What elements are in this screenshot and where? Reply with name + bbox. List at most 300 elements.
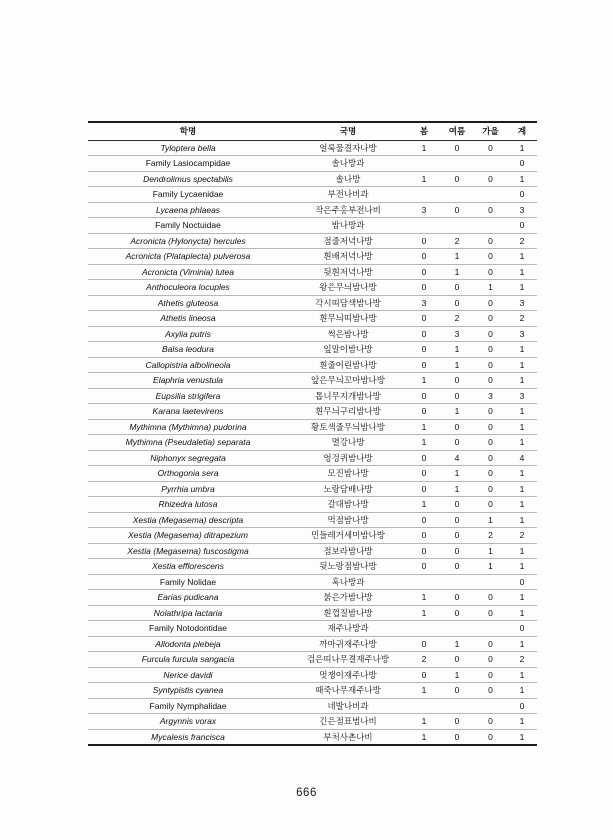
korean-name-cell	[288, 156, 408, 172]
korean-name-text: 엉겅퀴밤나방	[323, 452, 373, 463]
korean-name-text: 노랑담배나방	[323, 483, 373, 494]
fall-count-cell: 0	[474, 652, 507, 668]
korean-name-text: 까마귀재주나방	[319, 638, 377, 649]
scientific-name-cell: Family Nymphalidae	[88, 698, 288, 714]
total-count-cell: 1	[507, 667, 537, 683]
korean-name-cell	[288, 218, 408, 234]
family-row	[88, 156, 537, 172]
col-header-spring: 봄	[408, 122, 440, 140]
korean-name-text: 멸강나방	[331, 437, 365, 447]
korean-name-cell	[288, 280, 408, 296]
scientific-name-cell: Karana laetevirens	[88, 404, 288, 420]
species-row	[88, 543, 537, 559]
species-row	[88, 140, 537, 156]
scientific-name-cell: Eupsilia strigifera	[88, 388, 288, 404]
family-row	[88, 621, 537, 637]
fall-count-cell	[474, 218, 507, 234]
species-row	[88, 233, 537, 249]
fall-count-cell: 2	[474, 528, 507, 544]
spring-count-cell	[408, 621, 440, 637]
fall-count-cell: 0	[474, 140, 507, 156]
korean-name-text: 황토색줄무늬밤나방	[311, 421, 385, 432]
spring-count-cell: 0	[408, 233, 440, 249]
species-row	[88, 636, 537, 652]
korean-name-text: 뒷흰저녁나방	[323, 266, 373, 277]
korean-name-text: 밤나방과	[331, 220, 365, 230]
spring-count-cell: 1	[408, 714, 440, 730]
species-row	[88, 404, 537, 420]
spring-count-cell	[408, 698, 440, 714]
scientific-name-cell: Family Nolidae	[88, 574, 288, 590]
scientific-name-cell: Nolathripa lactaria	[88, 605, 288, 621]
spring-count-cell: 1	[408, 171, 440, 187]
species-row	[88, 326, 537, 342]
spring-count-cell: 0	[408, 249, 440, 265]
korean-name-cell	[288, 559, 408, 575]
korean-name-cell	[288, 714, 408, 730]
summer-count-cell: 0	[440, 419, 474, 435]
species-row	[88, 729, 537, 745]
fall-count-cell: 0	[474, 249, 507, 265]
fall-count-cell: 0	[474, 667, 507, 683]
total-count-cell: 1	[507, 714, 537, 730]
summer-count-cell	[440, 621, 474, 637]
spring-count-cell: 1	[408, 683, 440, 699]
species-row	[88, 280, 537, 296]
summer-count-cell: 0	[440, 683, 474, 699]
total-count-cell: 1	[507, 605, 537, 621]
species-row	[88, 683, 537, 699]
scientific-name-cell: Anthoculeora locuples	[88, 280, 288, 296]
korean-name-cell	[288, 636, 408, 652]
species-row	[88, 590, 537, 606]
korean-name-cell	[288, 388, 408, 404]
summer-count-cell: 2	[440, 233, 474, 249]
total-count-cell: 1	[507, 636, 537, 652]
fall-count-cell: 0	[474, 311, 507, 327]
total-count-cell: 3	[507, 202, 537, 218]
korean-name-text: 부전나비과	[327, 189, 369, 199]
spring-count-cell: 1	[408, 605, 440, 621]
spring-count-cell: 0	[408, 450, 440, 466]
spring-count-cell: 1	[408, 373, 440, 389]
korean-name-cell	[288, 419, 408, 435]
summer-count-cell: 0	[440, 373, 474, 389]
total-count-cell: 2	[507, 528, 537, 544]
summer-count-cell: 1	[440, 636, 474, 652]
summer-count-cell: 0	[440, 435, 474, 451]
korean-name-cell	[288, 140, 408, 156]
korean-name-cell	[288, 698, 408, 714]
spring-count-cell: 3	[408, 202, 440, 218]
korean-name-cell	[288, 590, 408, 606]
total-count-cell: 1	[507, 140, 537, 156]
korean-name-cell	[288, 667, 408, 683]
scientific-name-cell: Mycalesis francisca	[151, 731, 225, 742]
scientific-name-cell: Xestia (Megasema) descripta	[88, 512, 288, 528]
korean-name-cell	[288, 466, 408, 482]
total-count-cell: 1	[507, 280, 537, 296]
family-row	[88, 574, 537, 590]
korean-name-text: 갈대밤나방	[327, 499, 369, 509]
scientific-name-cell: Rhizedra lutosa	[88, 497, 288, 513]
korean-name-text: 왕은무늬밤나방	[319, 282, 377, 292]
total-count-cell: 1	[507, 481, 537, 497]
scientific-name-cell: Allodonta plebeja	[88, 636, 288, 652]
summer-count-cell	[440, 156, 474, 172]
fall-count-cell	[474, 621, 507, 637]
korean-name-cell	[288, 187, 408, 203]
spring-count-cell: 0	[408, 388, 440, 404]
scientific-name-cell: Dendrolimus spectabilis	[88, 171, 288, 187]
scientific-name-cell: Xestia (Megasema) fuscostigma	[88, 543, 288, 559]
fall-count-cell: 1	[474, 543, 507, 559]
korean-name-cell	[288, 373, 408, 389]
total-count-cell: 0	[507, 187, 537, 203]
summer-count-cell: 1	[440, 357, 474, 373]
scientific-name-cell: Tyloptera bella	[88, 140, 288, 156]
spring-count-cell: 0	[408, 667, 440, 683]
fall-count-cell: 0	[474, 264, 507, 280]
species-row	[88, 605, 537, 621]
summer-count-cell: 1	[440, 249, 474, 265]
fall-count-cell: 1	[474, 512, 507, 528]
korean-name-text: 네발나비과	[327, 700, 369, 711]
scientific-name-cell: Furcula furcula sangacia	[88, 652, 288, 668]
summer-count-cell: 0	[440, 140, 474, 156]
korean-name-text: 붉은가밤나방	[323, 592, 373, 602]
spring-count-cell: 2	[408, 652, 440, 668]
korean-name-text: 작은주홍부전나비	[315, 204, 381, 215]
korean-name-cell	[288, 729, 408, 745]
spring-count-cell: 0	[408, 311, 440, 327]
korean-name-cell	[288, 202, 408, 218]
total-count-cell: 1	[507, 590, 537, 606]
korean-name-cell	[288, 233, 408, 249]
scientific-name-cell: Athetis lineosa	[88, 311, 288, 327]
spring-count-cell: 0	[408, 357, 440, 373]
korean-name-text: 뒷노랑점밤나방	[319, 561, 377, 571]
species-survey-table	[88, 121, 537, 746]
spring-count-cell: 1	[408, 140, 440, 156]
scientific-name-cell: Mythimna (Mythimna) pudorina	[88, 419, 288, 435]
summer-count-cell: 0	[440, 512, 474, 528]
total-count-cell: 0	[507, 156, 537, 172]
summer-count-cell	[440, 187, 474, 203]
col-header-summer: 여름	[440, 122, 474, 140]
summer-count-cell: 1	[440, 264, 474, 280]
summer-count-cell: 2	[440, 311, 474, 327]
fall-count-cell: 0	[474, 683, 507, 699]
summer-count-cell	[440, 574, 474, 590]
summer-count-cell: 0	[440, 202, 474, 218]
scientific-name-cell: Balsa leodura	[88, 342, 288, 358]
species-row	[88, 419, 537, 435]
korean-name-cell	[288, 621, 408, 637]
total-count-cell: 0	[507, 574, 537, 590]
species-row	[88, 171, 537, 187]
korean-name-cell	[288, 295, 408, 311]
table-header-row	[88, 122, 537, 140]
korean-name-cell	[288, 249, 408, 265]
spring-count-cell: 0	[408, 342, 440, 358]
total-count-cell: 1	[507, 559, 537, 575]
scientific-name-cell: Elaphria venustula	[88, 373, 288, 389]
table-body	[88, 140, 537, 745]
spring-count-cell	[408, 156, 440, 172]
fall-count-cell: 0	[474, 419, 507, 435]
scientific-name-cell: Argynnis vorax	[88, 714, 288, 730]
species-row	[88, 667, 537, 683]
family-row	[88, 698, 537, 714]
col-header-total: 계	[507, 122, 537, 140]
korean-name-cell	[288, 264, 408, 280]
korean-name-text: 솔나방	[335, 173, 361, 184]
summer-count-cell: 0	[440, 295, 474, 311]
total-count-cell: 2	[507, 233, 537, 249]
summer-count-cell: 0	[440, 497, 474, 513]
col-header-korean-name: 국명	[288, 122, 408, 140]
total-count-cell: 1	[507, 404, 537, 420]
korean-name-text: 점보라밤나방	[323, 545, 373, 556]
total-count-cell: 1	[507, 419, 537, 435]
spring-count-cell	[408, 187, 440, 203]
family-row	[88, 218, 537, 234]
species-row	[88, 450, 537, 466]
species-row	[88, 497, 537, 513]
total-count-cell: 2	[507, 652, 537, 668]
spring-count-cell: 0	[408, 512, 440, 528]
scientific-name-cell: Pyrrhia umbra	[88, 481, 288, 497]
total-count-cell: 3	[507, 388, 537, 404]
summer-count-cell: 1	[440, 466, 474, 482]
summer-count-cell	[440, 698, 474, 714]
korean-name-text: 검은띠나무결재주나방	[306, 654, 390, 665]
spring-count-cell: 0	[408, 264, 440, 280]
summer-count-cell: 1	[440, 404, 474, 420]
species-row	[88, 512, 537, 528]
fall-count-cell: 0	[488, 731, 493, 742]
korean-name-text: 각시띠담색밤나방	[315, 297, 381, 308]
summer-count-cell: 1	[440, 481, 474, 497]
korean-name-cell	[288, 311, 408, 327]
species-row	[88, 652, 537, 668]
fall-count-cell: 0	[474, 342, 507, 358]
scientific-name-cell: Family Lasiocampidae	[88, 156, 288, 172]
spring-count-cell: 0	[408, 559, 440, 575]
species-row	[88, 357, 537, 373]
summer-count-cell: 0	[440, 652, 474, 668]
species-row	[88, 342, 537, 358]
fall-count-cell: 0	[474, 714, 507, 730]
scientific-name-cell: Callopistria albolineola	[88, 357, 288, 373]
korean-name-text: 먹점밤나방	[327, 514, 369, 525]
scientific-name-cell: Lycaena phlaeas	[88, 202, 288, 218]
fall-count-cell: 0	[474, 357, 507, 373]
fall-count-cell: 0	[474, 481, 507, 497]
spring-count-cell: 1	[408, 419, 440, 435]
summer-count-cell: 0	[440, 388, 474, 404]
fall-count-cell: 0	[474, 171, 507, 187]
fall-count-cell: 1	[474, 559, 507, 575]
fall-count-cell: 0	[474, 497, 507, 513]
fall-count-cell: 0	[474, 605, 507, 621]
korean-name-text: 때죽나무재주나방	[315, 685, 381, 696]
scientific-name-cell: Syntypistis cyanea	[88, 683, 288, 699]
korean-name-text: 얼룩물결자나방	[319, 142, 377, 153]
spring-count-cell: 1	[408, 435, 440, 451]
species-row	[88, 714, 537, 730]
species-row	[88, 559, 537, 575]
fall-count-cell: 3	[474, 388, 507, 404]
korean-name-text: 흰배저녁나방	[323, 251, 373, 261]
korean-name-cell	[288, 171, 408, 187]
fall-count-cell	[474, 187, 507, 203]
summer-count-cell: 0	[440, 590, 474, 606]
scientific-name-cell: Mythimna (Pseudaletia) separata	[88, 435, 288, 451]
species-row	[88, 466, 537, 482]
korean-name-cell	[288, 543, 408, 559]
fall-count-cell: 0	[474, 450, 507, 466]
total-count-cell: 1	[507, 512, 537, 528]
summer-count-cell: 3	[440, 326, 474, 342]
korean-name-cell	[288, 404, 408, 420]
fall-count-cell: 0	[474, 233, 507, 249]
summer-count-cell: 1	[440, 342, 474, 358]
summer-count-cell: 0	[440, 543, 474, 559]
spring-count-cell: 0	[408, 636, 440, 652]
korean-name-cell	[288, 574, 408, 590]
korean-name-text: 흰껍질밤나방	[323, 607, 373, 618]
fall-count-cell: 0	[474, 404, 507, 420]
korean-name-text: 부처사촌나비	[323, 731, 373, 742]
korean-name-cell	[288, 481, 408, 497]
korean-name-text: 혹나방과	[331, 576, 365, 587]
korean-name-cell	[288, 450, 408, 466]
summer-count-cell: 0	[440, 528, 474, 544]
korean-name-text: 흰줄어린밤나방	[319, 359, 377, 370]
korean-name-text: 멋쟁이재주나방	[319, 669, 377, 680]
korean-name-text: 솔나방과	[331, 158, 365, 168]
col-header-scientific-name: 학명	[88, 122, 288, 140]
scientific-name-cell: Axylia putris	[88, 326, 288, 342]
fall-count-cell: 1	[474, 280, 507, 296]
species-row	[88, 528, 537, 544]
fall-count-cell: 0	[474, 435, 507, 451]
korean-name-text: 민들레거세미밤나방	[311, 530, 385, 540]
species-row	[88, 373, 537, 389]
total-count-cell: 4	[507, 450, 537, 466]
total-count-cell: 1	[507, 171, 537, 187]
spring-count-cell: 1	[421, 731, 427, 742]
total-count-cell: 1	[507, 543, 537, 559]
korean-name-cell	[288, 605, 408, 621]
korean-name-cell	[288, 435, 408, 451]
summer-count-cell	[440, 218, 474, 234]
spring-count-cell: 3	[408, 295, 440, 311]
scientific-name-cell: Athetis gluteosa	[88, 295, 288, 311]
scientific-name-cell: Acronicta (Plataplecta) pulverosa	[88, 249, 288, 265]
scientific-name-cell: Niphonyx segregata	[88, 450, 288, 466]
summer-count-cell: 0	[440, 280, 474, 296]
total-count-cell: 2	[507, 311, 537, 327]
total-count-cell: 1	[507, 683, 537, 699]
spring-count-cell: 0	[408, 466, 440, 482]
species-row	[88, 202, 537, 218]
total-count-cell: 1	[507, 249, 537, 265]
total-count-cell: 1	[507, 264, 537, 280]
total-count-cell: 1	[507, 342, 537, 358]
korean-name-text: 긴은점표범나비	[319, 716, 377, 727]
korean-name-cell	[288, 497, 408, 513]
total-count-cell: 0	[507, 698, 537, 714]
spring-count-cell	[408, 574, 440, 590]
korean-name-cell	[288, 512, 408, 528]
korean-name-text: 점줄저녁나방	[323, 235, 373, 246]
korean-name-text: 흰무늬구리밤나방	[315, 406, 381, 416]
total-count-cell: 1	[507, 435, 537, 451]
korean-name-text: 모진밤나방	[327, 468, 369, 478]
korean-name-text: 앞은무늬꼬마밤나방	[311, 375, 385, 385]
fall-count-cell: 0	[474, 373, 507, 389]
korean-name-text: 톱니무지개밤나방	[315, 390, 381, 401]
fall-count-cell: 0	[474, 295, 507, 311]
total-count-cell: 3	[507, 326, 537, 342]
spring-count-cell	[408, 218, 440, 234]
scientific-name-cell: Family Notodontidae	[88, 621, 288, 637]
summer-count-cell: 0	[440, 171, 474, 187]
korean-name-cell	[288, 683, 408, 699]
species-row	[88, 264, 537, 280]
total-count-cell: 1	[507, 497, 537, 513]
scientific-name-cell: Earias pudicana	[88, 590, 288, 606]
fall-count-cell	[474, 698, 507, 714]
scientific-name-cell: Xestia efflorescens	[88, 559, 288, 575]
spring-count-cell: 0	[408, 280, 440, 296]
korean-name-cell	[288, 342, 408, 358]
korean-name-cell	[288, 652, 408, 668]
fall-count-cell: 0	[474, 326, 507, 342]
species-row	[88, 311, 537, 327]
summer-count-cell: 0	[454, 731, 460, 742]
spring-count-cell: 0	[408, 543, 440, 559]
summer-count-cell: 0	[440, 605, 474, 621]
fall-count-cell: 0	[474, 636, 507, 652]
scientific-name-cell: Xestia (Megasema) ditrapezium	[88, 528, 288, 544]
page-number: 666	[296, 787, 317, 799]
summer-count-cell: 4	[440, 450, 474, 466]
scientific-name-cell: Family Lycaenidae	[88, 187, 288, 203]
total-count-cell: 1	[507, 373, 537, 389]
scientific-name-cell: Orthogonia sera	[88, 466, 288, 482]
total-count-cell: 1	[507, 466, 537, 482]
scientific-name-cell: Nerice davidi	[88, 667, 288, 683]
korean-name-text: 썩은밤나방	[327, 328, 369, 339]
korean-name-text: 흰무늬띠밤나방	[319, 313, 377, 323]
species-row	[88, 388, 537, 404]
spring-count-cell: 0	[408, 404, 440, 420]
species-row	[88, 249, 537, 265]
scientific-name-cell: Acronicta (Viminia) lutea	[88, 264, 288, 280]
species-row	[88, 435, 537, 451]
species-row	[88, 481, 537, 497]
scientific-name-cell: Acronicta (Hylonycta) hercules	[88, 233, 288, 249]
fall-count-cell: 0	[474, 466, 507, 482]
fall-count-cell: 0	[474, 202, 507, 218]
summer-count-cell: 0	[440, 559, 474, 575]
total-count-cell: 0	[507, 621, 537, 637]
fall-count-cell: 0	[474, 590, 507, 606]
